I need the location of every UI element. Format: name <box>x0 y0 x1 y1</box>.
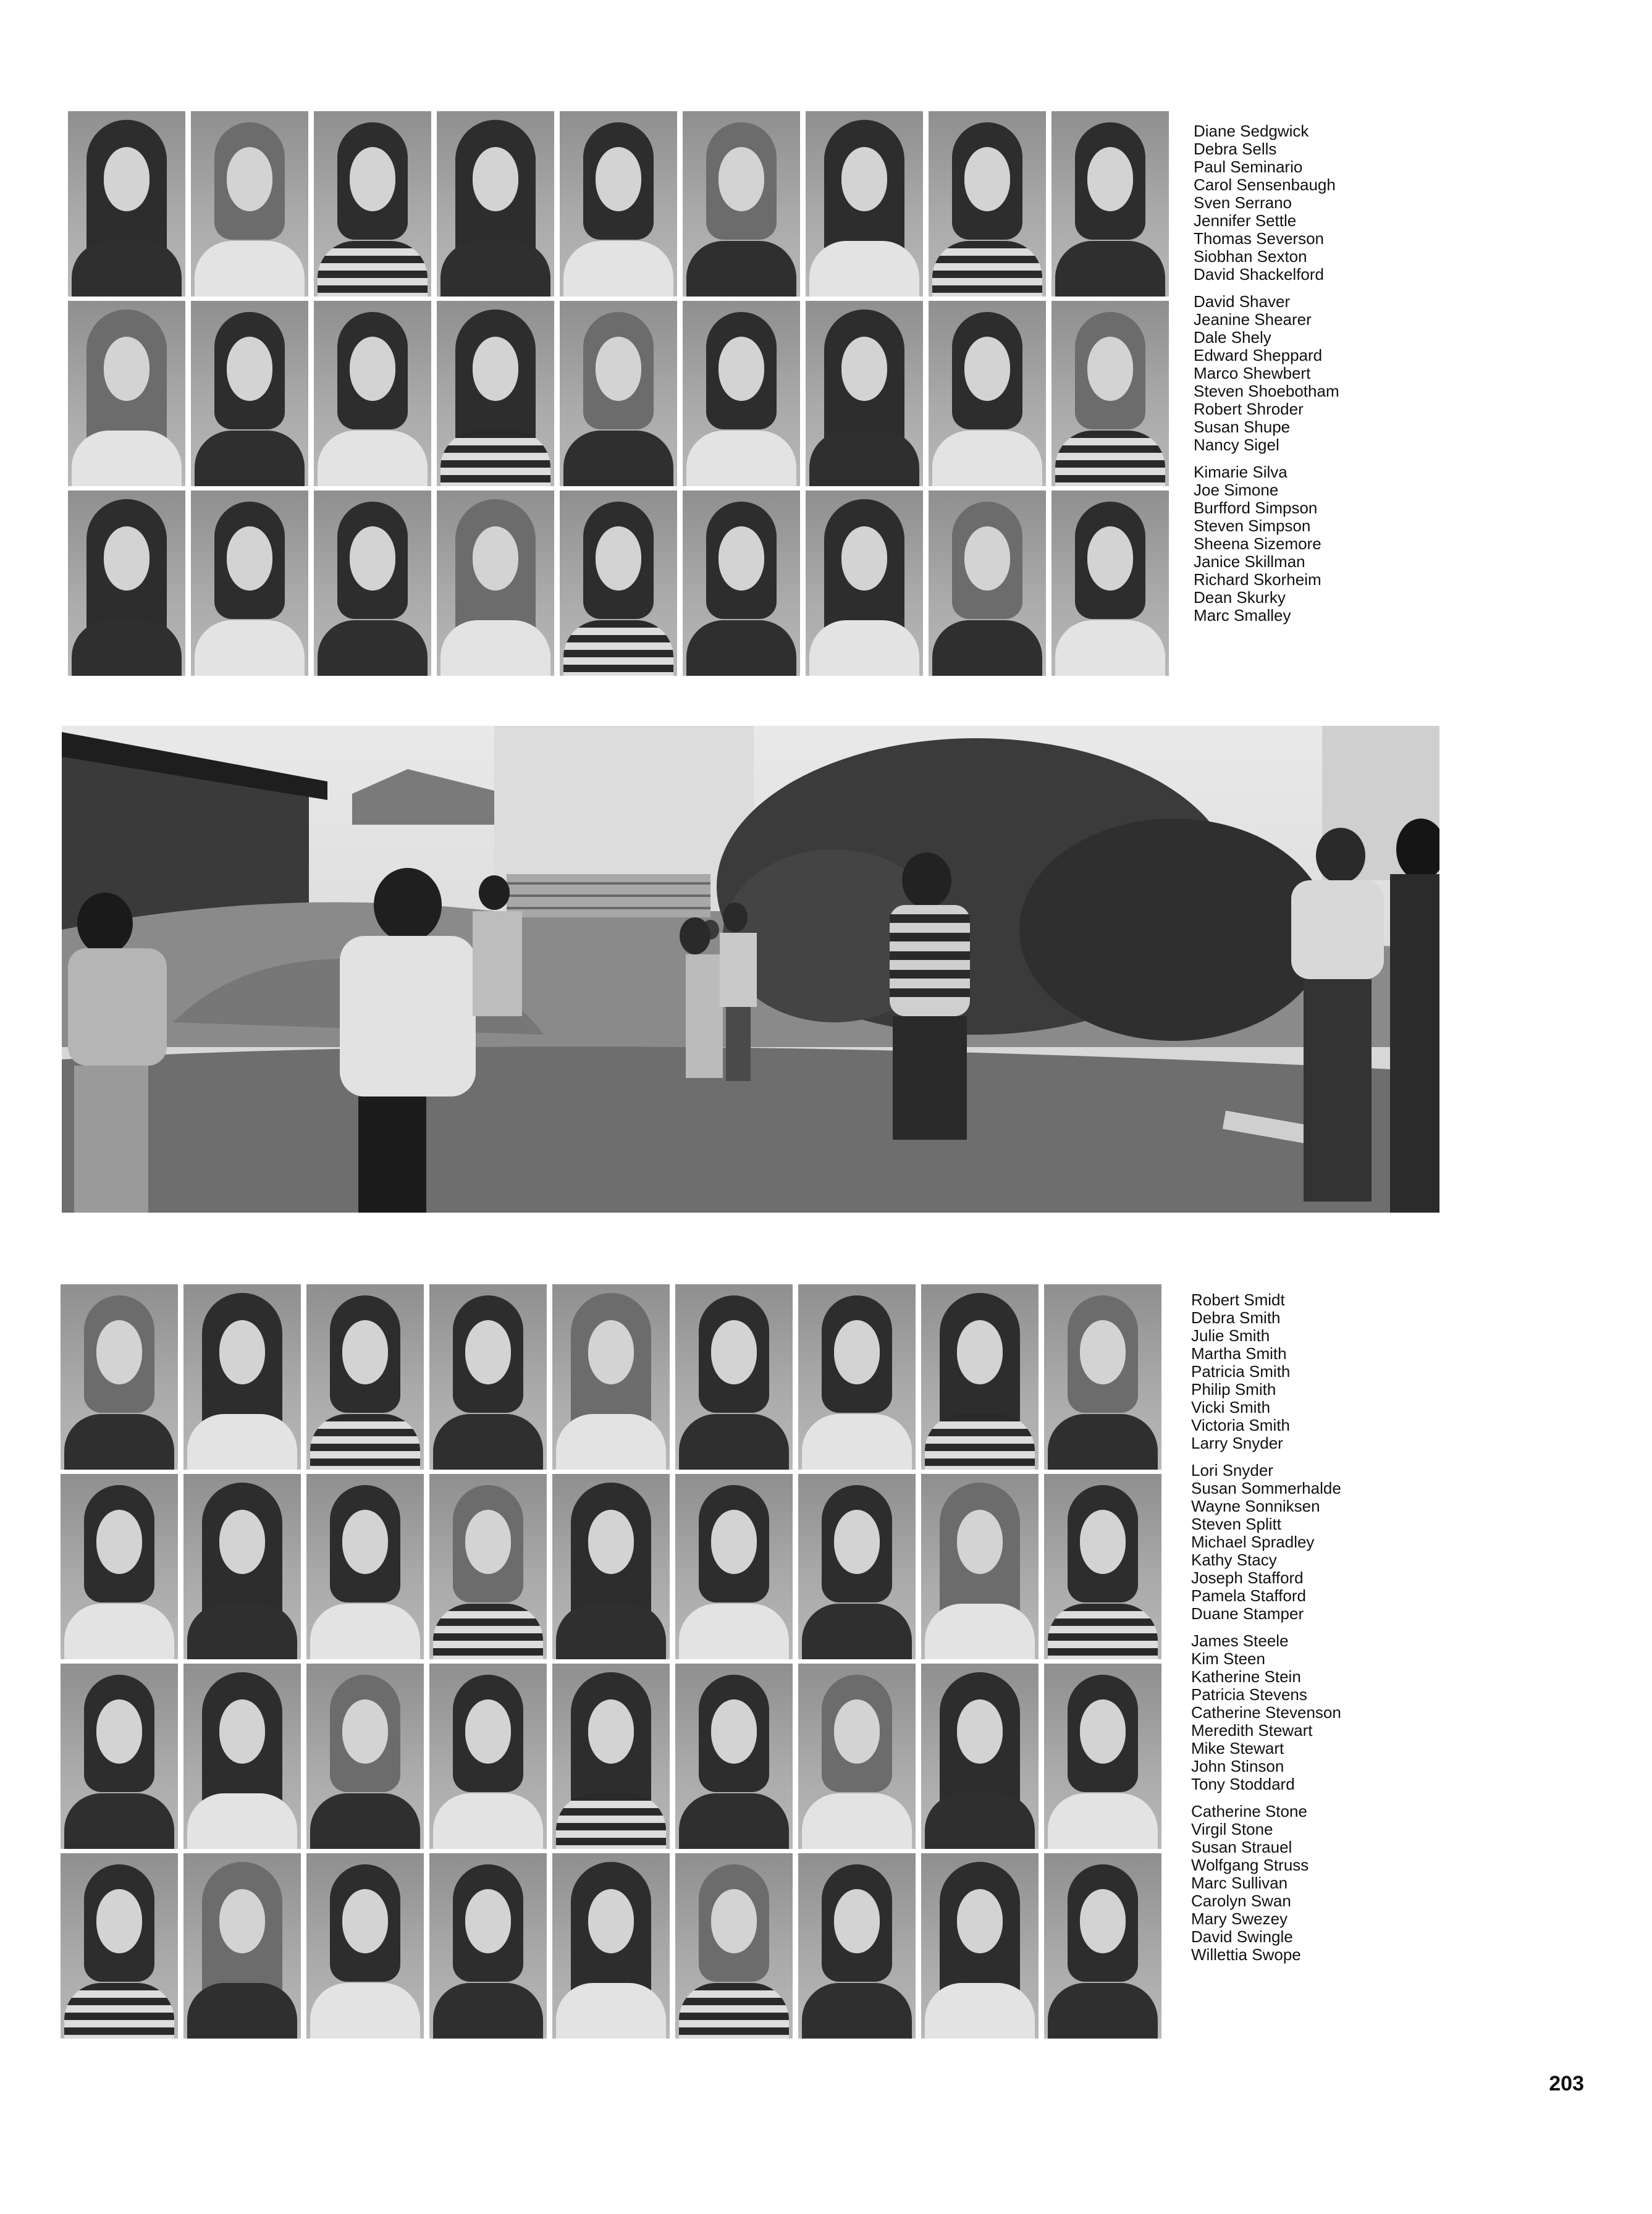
student-portrait <box>306 1664 424 1849</box>
student-portrait <box>68 490 185 676</box>
student-portrait <box>429 1664 547 1849</box>
student-name: Kim Steen <box>1191 1649 1265 1668</box>
student-portrait <box>437 111 554 297</box>
student-name: Carolyn Swan <box>1191 1892 1291 1910</box>
student-name: Sven Serrano <box>1194 193 1292 212</box>
name-group <box>1194 463 1339 625</box>
student-name: Philip Smith <box>1191 1380 1276 1399</box>
student-portrait <box>683 111 800 297</box>
student-name: Jeanine Shearer <box>1194 310 1312 329</box>
top-names-list <box>1194 122 1339 634</box>
student-name: Susan Sommerhalde <box>1191 1479 1341 1497</box>
student-portrait <box>429 1474 547 1659</box>
student-portrait <box>560 111 677 297</box>
student-portrait <box>552 1853 670 2039</box>
name-group <box>1191 1632 1341 1793</box>
student-name: Willettia Swope <box>1191 1945 1301 1964</box>
student-portrait <box>806 301 923 486</box>
student-name: Nancy Sigel <box>1194 436 1279 454</box>
student-portrait <box>683 490 800 676</box>
name-group <box>1191 1803 1341 1964</box>
student-portrait <box>929 490 1046 676</box>
student-portrait <box>552 1284 670 1470</box>
student-name: Steven Shoebotham <box>1194 382 1339 400</box>
student-portrait <box>675 1474 793 1659</box>
student-name: Thomas Severson <box>1194 229 1324 248</box>
student-portrait <box>921 1474 1039 1659</box>
student-name: David Shaver <box>1194 292 1291 311</box>
name-group <box>1194 122 1339 284</box>
student-name: Martha Smith <box>1191 1344 1287 1363</box>
student-portrait <box>560 490 677 676</box>
student-name: Joseph Stafford <box>1191 1568 1304 1587</box>
student-portrait <box>921 1853 1039 2039</box>
student-name: Susan Shupe <box>1194 418 1291 436</box>
student-name: Steven Simpson <box>1194 516 1311 535</box>
bottom-names-list <box>1191 1291 1341 1973</box>
student-portrait <box>61 1474 178 1659</box>
student-portrait <box>437 490 554 676</box>
student-name: Tony Stoddard <box>1191 1775 1295 1793</box>
student-name: Susan Strauel <box>1191 1838 1292 1856</box>
student-name: Joe Simone <box>1194 481 1279 499</box>
student-portrait <box>921 1284 1039 1470</box>
student-portrait <box>1051 301 1169 486</box>
student-portrait <box>314 111 431 297</box>
student-portrait <box>929 111 1046 297</box>
student-portrait <box>437 301 554 486</box>
student-portrait <box>306 1474 424 1659</box>
student-portrait <box>183 1664 301 1849</box>
student-name: Jennifer Settle <box>1194 211 1297 230</box>
student-name: Diane Sedgwick <box>1194 122 1309 140</box>
student-portrait <box>1051 111 1169 297</box>
student-portrait <box>429 1853 547 2039</box>
student-portrait <box>683 301 800 486</box>
student-portrait <box>798 1664 916 1849</box>
student-name: Meredith Stewart <box>1191 1721 1313 1740</box>
student-name: Siobhan Sexton <box>1194 247 1307 266</box>
student-portrait <box>921 1664 1039 1849</box>
student-portrait <box>552 1474 670 1659</box>
student-name: Kathy Stacy <box>1191 1551 1277 1569</box>
student-name: David Swingle <box>1191 1927 1293 1946</box>
campus-scene <box>62 726 1439 1213</box>
student-name: Mike Stewart <box>1191 1739 1284 1757</box>
student-portrait <box>61 1284 178 1470</box>
student-name: Lori Snyder <box>1191 1461 1273 1480</box>
student-name: Paul Seminario <box>1194 158 1303 176</box>
student-name: Debra Smith <box>1191 1308 1281 1327</box>
student-name: Robert Smidt <box>1191 1290 1285 1309</box>
student-portrait <box>560 301 677 486</box>
student-name: Burfford Simpson <box>1194 499 1318 517</box>
student-name: Kimarie Silva <box>1194 463 1287 481</box>
student-name: Duane Stamper <box>1191 1604 1304 1623</box>
student-name: Virgil Stone <box>1191 1820 1273 1838</box>
student-portrait <box>314 301 431 486</box>
student-name: Mary Swezey <box>1191 1909 1288 1928</box>
student-name: Pamela Stafford <box>1191 1586 1306 1605</box>
student-name: Larry Snyder <box>1191 1434 1283 1452</box>
student-portrait <box>1044 1284 1161 1470</box>
student-portrait <box>306 1284 424 1470</box>
student-name: Edward Sheppard <box>1194 346 1323 364</box>
page-number: 203 <box>1549 2072 1584 2095</box>
student-name: Sheena Sizemore <box>1194 534 1321 553</box>
student-name: Catherine Stone <box>1191 1802 1307 1820</box>
student-name: Patricia Smith <box>1191 1362 1291 1381</box>
student-name: Marco Shewbert <box>1194 364 1311 382</box>
student-name: James Steele <box>1191 1631 1289 1650</box>
student-portrait <box>798 1284 916 1470</box>
student-name: Patricia Stevens <box>1191 1685 1307 1704</box>
student-portrait <box>798 1853 916 2039</box>
student-portrait <box>68 301 185 486</box>
student-name: Marc Smalley <box>1194 606 1291 625</box>
student-name: Katherine Stein <box>1191 1667 1301 1686</box>
student-name: Michael Spradley <box>1191 1533 1315 1551</box>
student-portrait <box>552 1664 670 1849</box>
student-portrait <box>183 1284 301 1470</box>
student-portrait <box>314 490 431 676</box>
name-group <box>1191 1462 1341 1623</box>
student-portrait <box>429 1284 547 1470</box>
campus-photo <box>62 726 1439 1213</box>
name-group <box>1191 1291 1341 1452</box>
student-name: Richard Skorheim <box>1194 570 1321 589</box>
student-name: Steven Splitt <box>1191 1515 1281 1533</box>
student-portrait <box>306 1853 424 2039</box>
student-portrait <box>61 1853 178 2039</box>
student-name: Debra Sells <box>1194 140 1277 158</box>
student-portrait <box>929 301 1046 486</box>
student-portrait <box>191 301 308 486</box>
student-name: Carol Sensenbaugh <box>1194 175 1336 194</box>
student-name: Julie Smith <box>1191 1326 1270 1345</box>
student-name: David Shackelford <box>1194 265 1324 284</box>
student-portrait <box>61 1664 178 1849</box>
student-name: Janice Skillman <box>1194 552 1305 571</box>
student-name: Dale Shely <box>1194 328 1271 347</box>
student-portrait <box>1044 1853 1161 2039</box>
bottom-portrait-grid <box>61 1284 1161 2039</box>
name-group <box>1194 293 1339 454</box>
student-name: Wayne Sonniksen <box>1191 1497 1320 1515</box>
student-portrait <box>68 111 185 297</box>
student-portrait <box>183 1474 301 1659</box>
student-name: Marc Sullivan <box>1191 1874 1288 1892</box>
student-name: Wolfgang Struss <box>1191 1856 1309 1874</box>
student-portrait <box>1051 490 1169 676</box>
student-name: Vicki Smith <box>1191 1398 1271 1416</box>
student-portrait <box>806 111 923 297</box>
student-name: Dean Skurky <box>1194 588 1286 607</box>
student-portrait <box>675 1853 793 2039</box>
student-portrait <box>1044 1474 1161 1659</box>
student-portrait <box>675 1284 793 1470</box>
student-portrait <box>191 111 308 297</box>
student-name: Robert Shroder <box>1194 400 1304 418</box>
student-name: Catherine Stevenson <box>1191 1703 1341 1722</box>
student-portrait <box>806 490 923 676</box>
top-portrait-grid <box>68 111 1169 676</box>
student-name: Victoria Smith <box>1191 1416 1290 1434</box>
student-portrait <box>798 1474 916 1659</box>
student-name: John Stinson <box>1191 1757 1284 1775</box>
student-portrait <box>1044 1664 1161 1849</box>
student-portrait <box>183 1853 301 2039</box>
student-portrait <box>675 1664 793 1849</box>
student-portrait <box>191 490 308 676</box>
